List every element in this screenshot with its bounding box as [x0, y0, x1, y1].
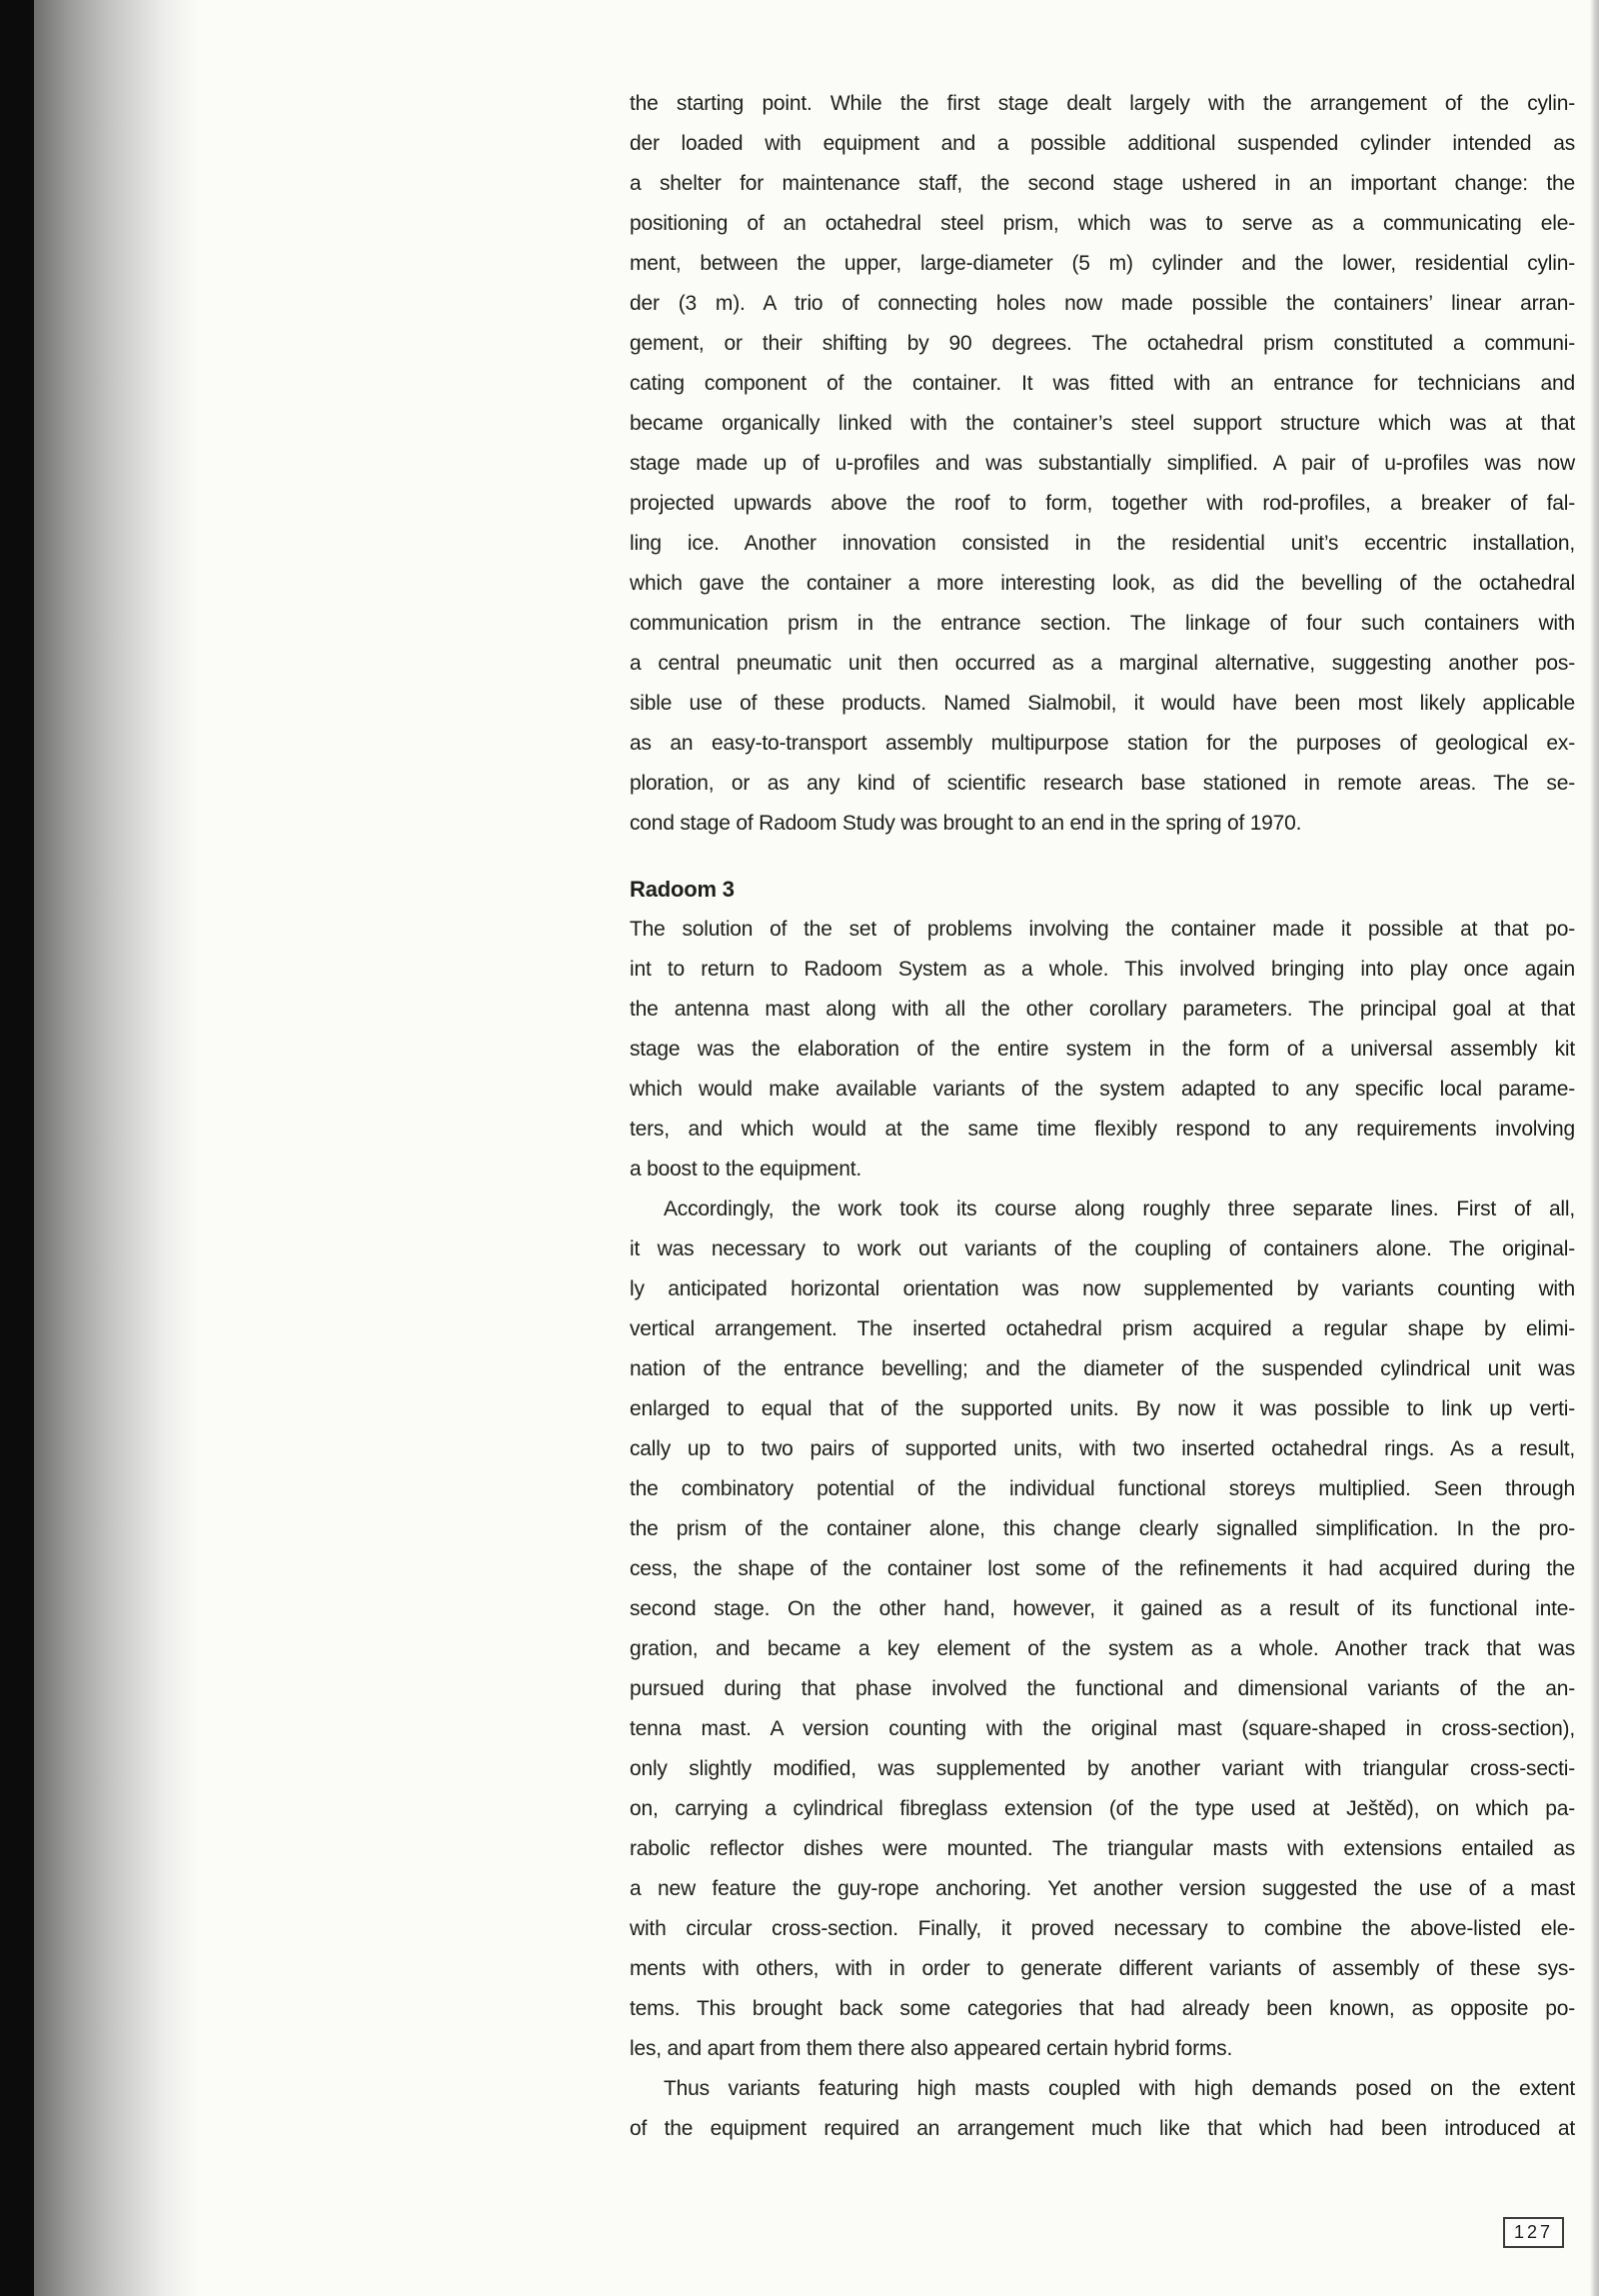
text-line: a boost to the equipment.: [630, 1157, 861, 1180]
text-line: sible use of these products. Named Sialmobil, it would have been most likely applicable: [630, 692, 1575, 715]
text-line: the prism of the container alone, this change clearly signalled simplification. In the pro-: [630, 1517, 1575, 1540]
text-line: ly anticipated horizontal orientation was now supplemented by variants counting with: [630, 1277, 1575, 1300]
text-line: as an easy-to-transport assembly multipurpose station for the purposes of geological ex-: [630, 732, 1575, 755]
text-line: cating component of the container. It was fitted with an entrance for technicians and: [630, 372, 1575, 395]
text-line: cess, the shape of the container lost some of the refinements it had acquired during the: [630, 1557, 1575, 1580]
text-line: on, carrying a cylindrical fibreglass extension (of the type used at Ještěd), on which pa-: [630, 1797, 1575, 1820]
text-line: The solution of the set of problems involving the container made it possible at that po-: [630, 918, 1575, 941]
paragraph: [630, 2069, 1575, 2149]
text-line: a new feature the guy-rope anchoring. Yet another version suggested the use of a mast: [630, 1877, 1575, 1900]
gutter-shadow: [34, 0, 199, 2296]
text-line: tems. This brought back some categories that had already been known, as opposite po-: [630, 1997, 1575, 2020]
text-line: stage made up of u-profiles and was substantially simplified. A pair of u-profiles was now: [630, 452, 1575, 475]
text-line: Accordingly, the work took its course along roughly three separate lines. First of all,: [664, 1197, 1575, 1220]
text-line: cond stage of Radoom Study was brought to an end in the spring of 1970.: [630, 812, 1302, 835]
text-line: stage was the elaboration of the entire system in the form of a universal assembly kit: [630, 1038, 1575, 1061]
text-line: Thus variants featuring high masts coupled with high demands posed on the extent: [664, 2077, 1575, 2100]
text-line: which gave the container a more interesting look, as did the bevelling of the octahedral: [630, 572, 1575, 595]
text-column: [630, 84, 1575, 2149]
text-line: nation of the entrance bevelling; and the diameter of the suspended cylindrical unit was: [630, 1357, 1575, 1380]
page-number: 127: [1514, 2222, 1554, 2242]
text-line: which would make available variants of the system adapted to any specific local parame-: [630, 1078, 1575, 1101]
text-line: int to return to Radoom System as a whole. This involved bringing into play once again: [630, 958, 1575, 981]
text-line: enlarged to equal that of the supported units. By now it was possible to link up verti-: [630, 1397, 1575, 1420]
section-heading: Radoom 3: [630, 877, 735, 902]
text-line: positioning of an octahedral steel prism, which was to serve as a communicating ele-: [630, 212, 1575, 235]
text-line: les, and apart from them there also appeared certain hybrid forms.: [630, 2037, 1233, 2060]
paragraph: [630, 84, 1575, 844]
text-line: rabolic reflector dishes were mounted. The triangular masts with extensions entailed as: [630, 1837, 1575, 1860]
text-line: the starting point. While the first stage dealt largely with the arrangement of the cylin-: [630, 92, 1575, 115]
text-line: the combinatory potential of the individual functional storeys multiplied. Seen through: [630, 1477, 1575, 1500]
paragraph: [630, 1189, 1575, 2069]
text-line: ploration, or as any kind of scientific research base stationed in remote areas. The se-: [630, 772, 1575, 795]
text-line: second stage. On the other hand, however, it gained as a result of its functional inte-: [630, 1597, 1575, 1620]
text-line: only slightly modified, was supplemented by another variant with triangular cross-secti-: [630, 1757, 1575, 1780]
text-line: der (3 m). A trio of connecting holes now made possible the containers’ linear arran-: [630, 292, 1575, 315]
page-number-box: [1503, 2217, 1564, 2248]
text-line: ling ice. Another innovation consisted in the residential unit’s eccentric installation,: [630, 532, 1575, 555]
text-line: gration, and became a key element of the system as a whole. Another track that was: [630, 1637, 1575, 1660]
text-line: der loaded with equipment and a possible additional suspended cylinder intended as: [630, 132, 1575, 155]
text-line: with circular cross-section. Finally, it proved necessary to combine the above-listed ele-: [630, 1917, 1575, 1940]
text-line: ment, between the upper, large-diameter (5 m) cylinder and the lower, residential cylin-: [630, 252, 1575, 275]
text-line: ters, and which would at the same time flexibly respond to any requirements involving: [630, 1118, 1575, 1141]
binding-shadow: [0, 0, 34, 2296]
text-line: a central pneumatic unit then occurred as a marginal alternative, suggesting another pos-: [630, 652, 1575, 675]
text-line: vertical arrangement. The inserted octahedral prism acquired a regular shape by elimi-: [630, 1317, 1575, 1340]
text-line: gement, or their shifting by 90 degrees. The octahedral prism constituted a communi-: [630, 332, 1575, 355]
text-line: projected upwards above the roof to form, together with rod-profiles, a breaker of fal-: [630, 492, 1575, 515]
text-line: tenna mast. A version counting with the original mast (square-shaped in cross-section),: [630, 1717, 1575, 1740]
page-edge: [1590, 0, 1599, 2296]
text-line: ments with others, with in order to generate different variants of assembly of these sys-: [630, 1957, 1575, 1980]
text-line: of the equipment required an arrangement much like that which had been introduced at: [630, 2117, 1575, 2140]
text-line: communication prism in the entrance section. The linkage of four such containers with: [630, 612, 1575, 635]
text-line: cally up to two pairs of supported units, with two inserted octahedral rings. As a result,: [630, 1437, 1575, 1460]
text-line: a shelter for maintenance staff, the second stage ushered in an important change: the: [630, 172, 1575, 195]
text-line: became organically linked with the container’s steel support structure which was at that: [630, 412, 1575, 435]
text-line: the antenna mast along with all the other corollary parameters. The principal goal at that: [630, 998, 1575, 1021]
text-line: it was necessary to work out variants of the coupling of containers alone. The original-: [630, 1237, 1575, 1260]
text-line: pursued during that phase involved the functional and dimensional variants of the an-: [630, 1677, 1575, 1700]
paragraph: [630, 910, 1575, 1189]
